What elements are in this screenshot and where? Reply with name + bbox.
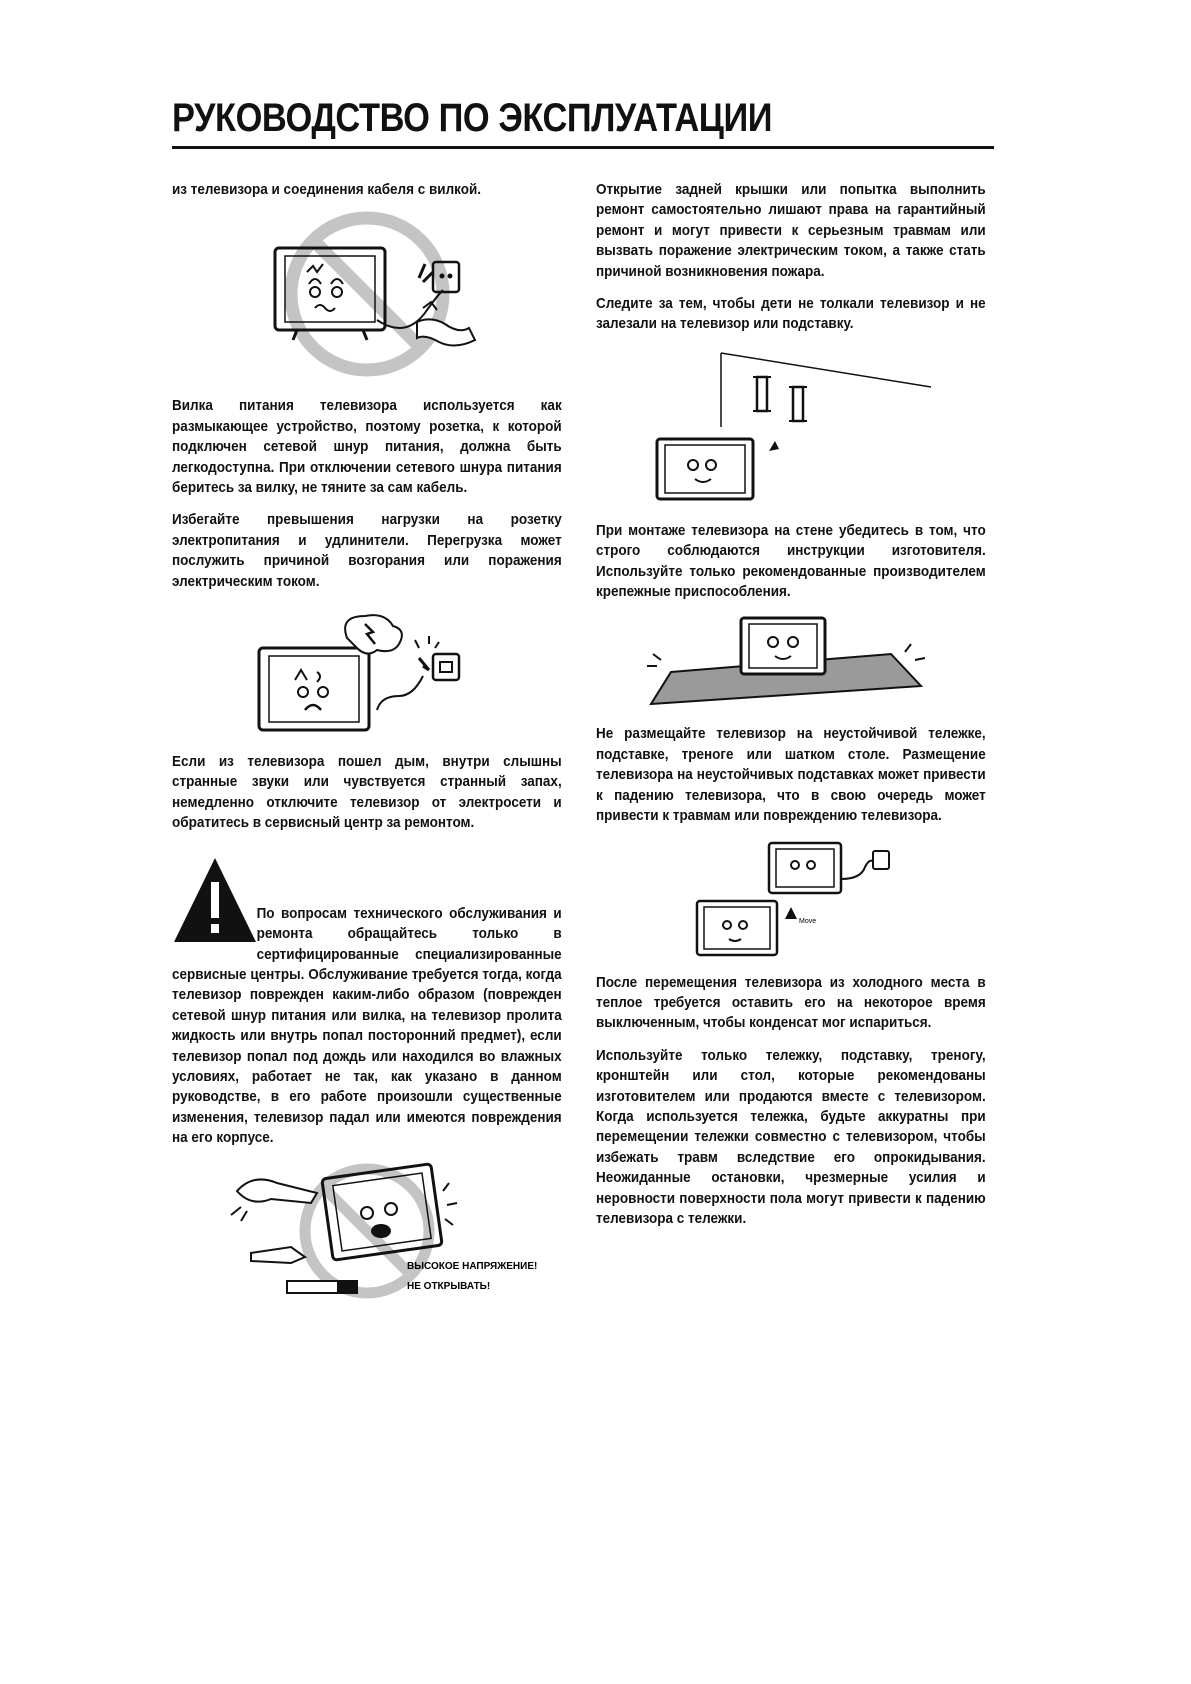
paragraph-condensation: После перемещения телевизора из холодного места в теплое требуется оставить его на некоторое время выключенным, чтобы конденсат мог испариться. xyxy=(596,973,986,1032)
title-rule xyxy=(172,146,994,149)
paragraph-children: Следите за тем, чтобы дети не толкали телевизор и не залезали на телевизор или подставку. xyxy=(596,295,986,333)
paragraph-unstable: Не размещайте телевизор на неустойчивой тележке, подставке, треноге или шатком столе. Размещение телевизора на неустойчивых подставках может привести к падению телевизора, что в свою очередь может привести к травмам или повреждению телевизора. xyxy=(596,725,986,825)
illustration-moving-tv xyxy=(641,839,941,959)
illustration-wall-mount xyxy=(641,347,941,507)
illustration-unstable-table xyxy=(641,614,941,710)
illustration-overload-sparks xyxy=(247,610,487,738)
left-column xyxy=(172,180,562,1315)
paragraph-plug-disconnect: Вилка питания телевизора используется как размыкающее устройство, поэтому розетка, к которой подключен сетевой шнур питания, должна быть легкодоступна. При отключении сетевого шнура питания беритесь за вилку, не тяните за сам кабель. xyxy=(172,397,562,497)
paragraph-cart: Используйте только тележку, подставку, треногу, кронштейн или стол, которые рекомендованы изготовителем или продаются вместе с телевизором. Когда используется тележка, будьте аккуратны при перемещении тележки совместно с телевизором, чтобы избежать травм вследствие его опрокидывания. Неожиданные остановки, чрезмерные усилия и неровности поверхности пола могут привести к падению телевизора с тележки. xyxy=(596,1046,986,1227)
service-warning-block xyxy=(172,846,562,1149)
paragraph-back-cover: Открытие задней крышки или попытка выполнить ремонт самостоятельно лишают права на гарантийный ремонт и могут привести к серьезным травмам или вызвать поражение электрическим током, а также стать причиной возникновения пожара. xyxy=(596,181,986,280)
right-column xyxy=(596,180,986,1241)
paragraph-overload: Избегайте превышения нагрузки на розетку электропитания и удлинители. Перегрузка может послужить причиной возгорания или поражения электрическим током. xyxy=(172,511,562,590)
paragraph-wall-mount: При монтаже телевизора на стене убедитесь в том, что строго соблюдаются инструкции изготовителя. Используйте только рекомендованные производителем крепежные приспособления. xyxy=(596,521,986,601)
label-move: Move xyxy=(799,917,817,925)
paragraph-smoke: Если из телевизора пошел дым, внутри слышны странные звуки или чувствуется странный запах, немедленно отключите телевизор от электросети и обратитесь в сервисный центр за ремонтом. xyxy=(172,753,562,832)
paragraph-service: По вопросам технического обслуживания и ремонта обращайтесь только в сертифицированные специализированные сервисные центры. Обслуживание требуется тогда, когда телевизор поврежден каким-либо образом (поврежден сетевой шнур питания или вилка, на телевизор пролита жидкость или внутрь попал посторонний предмет), если телевизор попал под дождь или находился во влажных условиях, работает не так, как указано в данном руководстве, в его работе произошли существенные изменения, телевизор падал или имеются повреждения на его корпусе. xyxy=(172,904,562,1147)
illustration-unplug-prohibited xyxy=(247,212,487,382)
caption-do-not-open: НЕ ОТКРЫВАТЬ! xyxy=(407,1280,491,1292)
paragraph-intro: из телевизора и соединения кабеля с вилкой. xyxy=(172,181,482,198)
caption-high-voltage: ВЫСОКОЕ НАПРЯЖЕНИЕ! xyxy=(407,1260,538,1272)
illustration-high-voltage xyxy=(217,1161,538,1301)
page-title: РУКОВОДСТВО ПО ЭКСПЛУАТАЦИИ xyxy=(172,96,773,140)
